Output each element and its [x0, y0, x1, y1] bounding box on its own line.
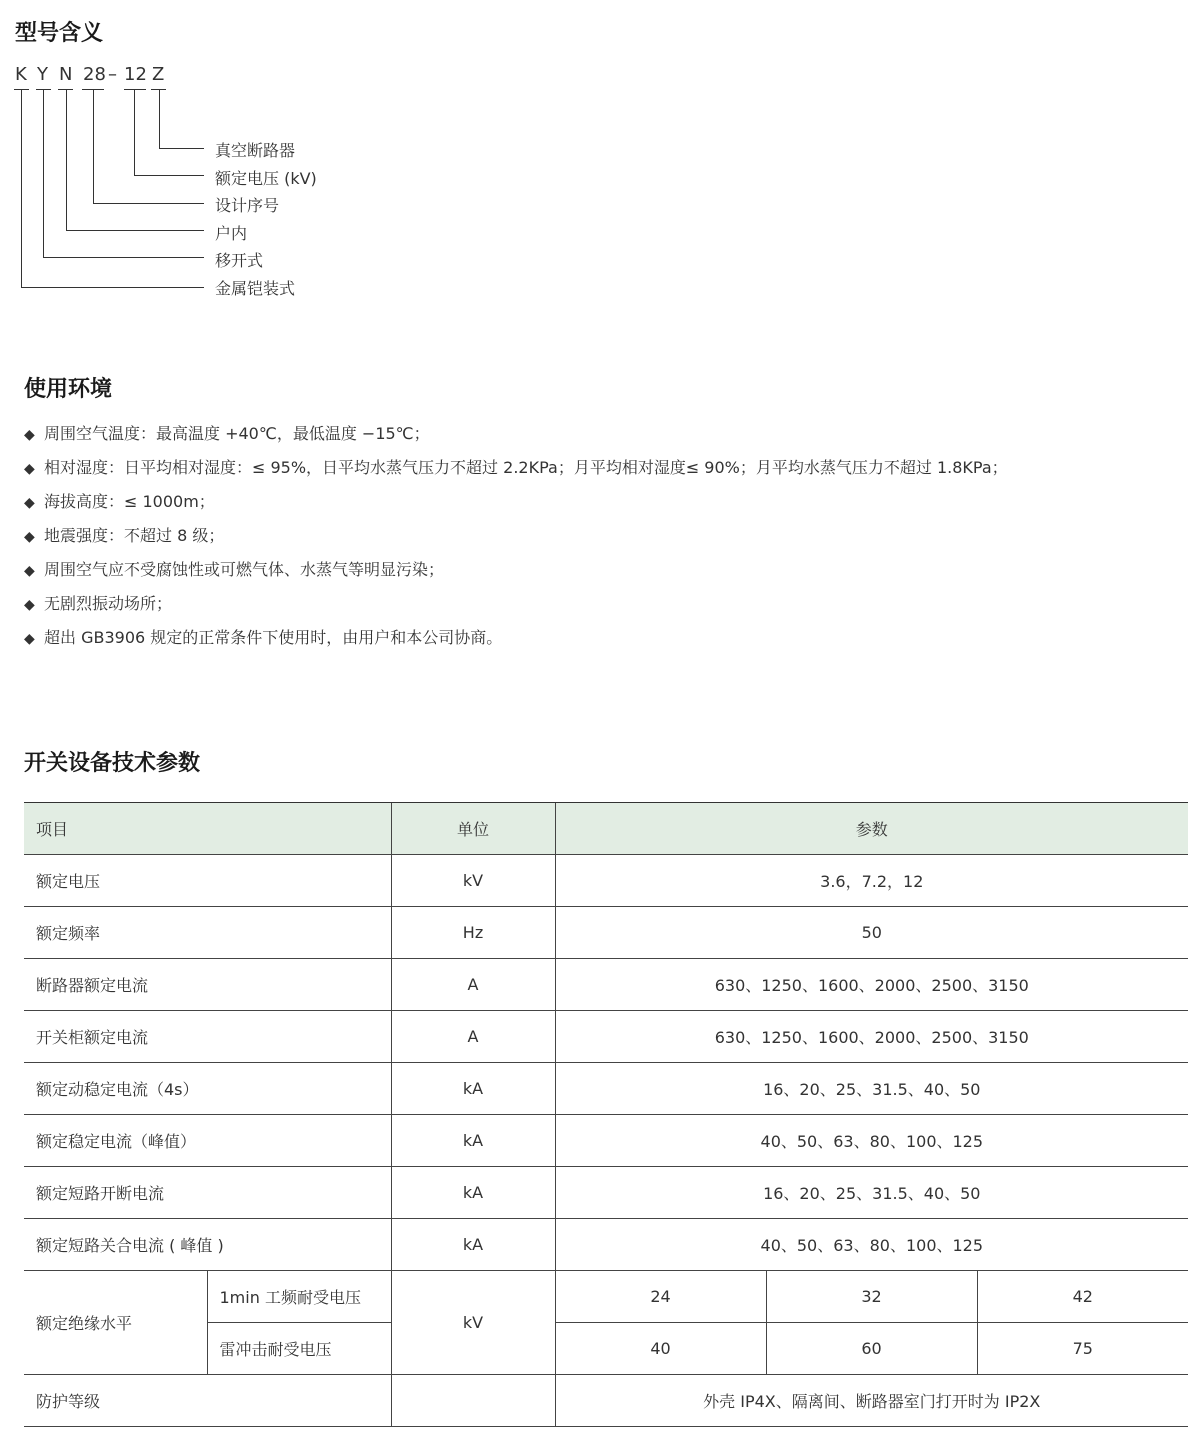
- connector-n: [66, 89, 67, 230]
- table-row: [24, 1063, 1188, 1115]
- protection-value: 外壳 IP4X、隔离间、断路器室门打开时为 IP2X: [555, 1375, 1188, 1427]
- bullet-diamond-icon: ◆: [24, 631, 35, 647]
- insulation-value: 24: [555, 1271, 766, 1323]
- insulation-value: 40: [555, 1323, 766, 1375]
- params-title: 开关设备技术参数: [24, 751, 201, 776]
- table-row: [24, 1271, 1188, 1323]
- code-letter-n: N: [59, 64, 73, 85]
- list-item: [24, 556, 1184, 590]
- row-unit: Hz: [391, 907, 555, 959]
- row-value: 16、20、25、31.5、40、50: [555, 1167, 1188, 1219]
- bullet-diamond-icon: ◆: [24, 563, 35, 579]
- code-letter-k: K: [15, 64, 27, 85]
- environment-list: [24, 420, 1184, 658]
- row-unit: kA: [391, 1219, 555, 1271]
- insulation-unit: kV: [391, 1271, 555, 1375]
- underline-12: [124, 89, 146, 90]
- list-item: [24, 488, 1184, 522]
- env-text: 周围空气应不受腐蚀性或可燃气体、水蒸气等明显污染；: [44, 560, 445, 579]
- header-value: 参数: [555, 803, 1188, 855]
- leader-28: [93, 203, 204, 204]
- meaning-indoor: 户内: [215, 224, 248, 243]
- row-item: 额定短路开断电流: [24, 1167, 391, 1219]
- code-dash: –: [108, 64, 117, 85]
- row-item: 额定频率: [24, 907, 391, 959]
- list-item: [24, 420, 1184, 454]
- insulation-value: 75: [977, 1323, 1188, 1375]
- row-value: 16、20、25、31.5、40、50: [555, 1063, 1188, 1115]
- table-row: [24, 1167, 1188, 1219]
- insulation-sub-label: 1min 工频耐受电压: [207, 1271, 391, 1323]
- connector-y: [43, 89, 44, 257]
- code-letter-y: Y: [37, 64, 48, 85]
- row-value: 40、50、63、80、100、125: [555, 1115, 1188, 1167]
- row-item: 额定电压: [24, 855, 391, 907]
- model-meaning-title: 型号含义: [15, 21, 104, 46]
- leader-k: [21, 287, 204, 288]
- model-code-diagram: [0, 0, 360, 310]
- environment-title: 使用环境: [24, 377, 113, 402]
- insulation-sub-label: 雷冲击耐受电压: [207, 1323, 391, 1375]
- row-unit: A: [391, 959, 555, 1011]
- env-text: 超出 GB3906 规定的正常条件下使用时，由用户和本公司协商。: [44, 628, 503, 647]
- env-text: 海拔高度：≤ 1000m；: [44, 492, 215, 511]
- bullet-diamond-icon: ◆: [24, 529, 35, 545]
- leader-z: [159, 148, 204, 149]
- row-value: 630、1250、1600、2000、2500、3150: [555, 959, 1188, 1011]
- table-row: [24, 1219, 1188, 1271]
- meaning-design-serial: 设计序号: [215, 196, 280, 215]
- row-unit: kA: [391, 1115, 555, 1167]
- insulation-value: 60: [766, 1323, 977, 1375]
- connector-z: [159, 89, 160, 148]
- leader-y: [43, 257, 204, 258]
- table-row: [24, 855, 1188, 907]
- table-row: [24, 1011, 1188, 1063]
- row-value: 50: [555, 907, 1188, 959]
- protection-unit: [391, 1375, 555, 1427]
- meaning-rated-voltage: 额定电压 (kV): [215, 169, 317, 188]
- bullet-diamond-icon: ◆: [24, 597, 35, 613]
- code-number-12: 12: [124, 64, 147, 85]
- code-number-28: 28: [83, 64, 106, 85]
- env-text: 周围空气温度：最高温度 +40℃，最低温度 −15℃；: [44, 424, 430, 443]
- meaning-vacuum-breaker: 真空断路器: [215, 141, 296, 160]
- list-item: [24, 454, 1184, 488]
- table-row: [24, 1115, 1188, 1167]
- leader-12: [134, 175, 204, 176]
- params-table: [24, 802, 1188, 1427]
- header-item: 项目: [24, 803, 391, 855]
- row-item: 开关柜额定电流: [24, 1011, 391, 1063]
- header-unit: 单位: [391, 803, 555, 855]
- row-value: 3.6，7.2，12: [555, 855, 1188, 907]
- table-row: [24, 907, 1188, 959]
- env-text: 相对湿度：日平均相对湿度：≤ 95%，日平均水蒸气压力不超过 2.2KPa；月平均相对湿度≤ 90%；月平均水蒸气压力不超过 1.8KPa；: [44, 458, 1008, 477]
- row-item: 断路器额定电流: [24, 959, 391, 1011]
- list-item: [24, 624, 1184, 658]
- table-row: [24, 959, 1188, 1011]
- insulation-value: 32: [766, 1271, 977, 1323]
- bullet-diamond-icon: ◆: [24, 461, 35, 477]
- table-header-row: [24, 803, 1188, 855]
- connector-28: [93, 89, 94, 203]
- connector-12: [134, 89, 135, 175]
- table-row: [24, 1375, 1188, 1427]
- meaning-withdrawable: 移开式: [215, 251, 264, 270]
- insulation-item: 额定绝缘水平: [24, 1271, 207, 1375]
- env-text: 无剧烈振动场所；: [44, 594, 173, 613]
- meaning-metal-clad: 金属铠装式: [215, 279, 296, 298]
- bullet-diamond-icon: ◆: [24, 495, 35, 511]
- bullet-diamond-icon: ◆: [24, 427, 35, 443]
- row-value: 40、50、63、80、100、125: [555, 1219, 1188, 1271]
- row-unit: A: [391, 1011, 555, 1063]
- list-item: [24, 590, 1184, 624]
- row-unit: kA: [391, 1063, 555, 1115]
- row-item: 额定短路关合电流 ( 峰值 ): [24, 1219, 391, 1271]
- connector-k: [21, 89, 22, 287]
- env-text: 地震强度：不超过 8 级；: [44, 526, 225, 545]
- leader-n: [66, 230, 204, 231]
- row-unit: kA: [391, 1167, 555, 1219]
- protection-item: 防护等级: [24, 1375, 391, 1427]
- row-item: 额定动稳定电流（4s）: [24, 1063, 391, 1115]
- list-item: [24, 522, 1184, 556]
- code-letter-z: Z: [152, 64, 165, 85]
- insulation-value: 42: [977, 1271, 1188, 1323]
- row-value: 630、1250、1600、2000、2500、3150: [555, 1011, 1188, 1063]
- row-item: 额定稳定电流（峰值）: [24, 1115, 391, 1167]
- row-unit: kV: [391, 855, 555, 907]
